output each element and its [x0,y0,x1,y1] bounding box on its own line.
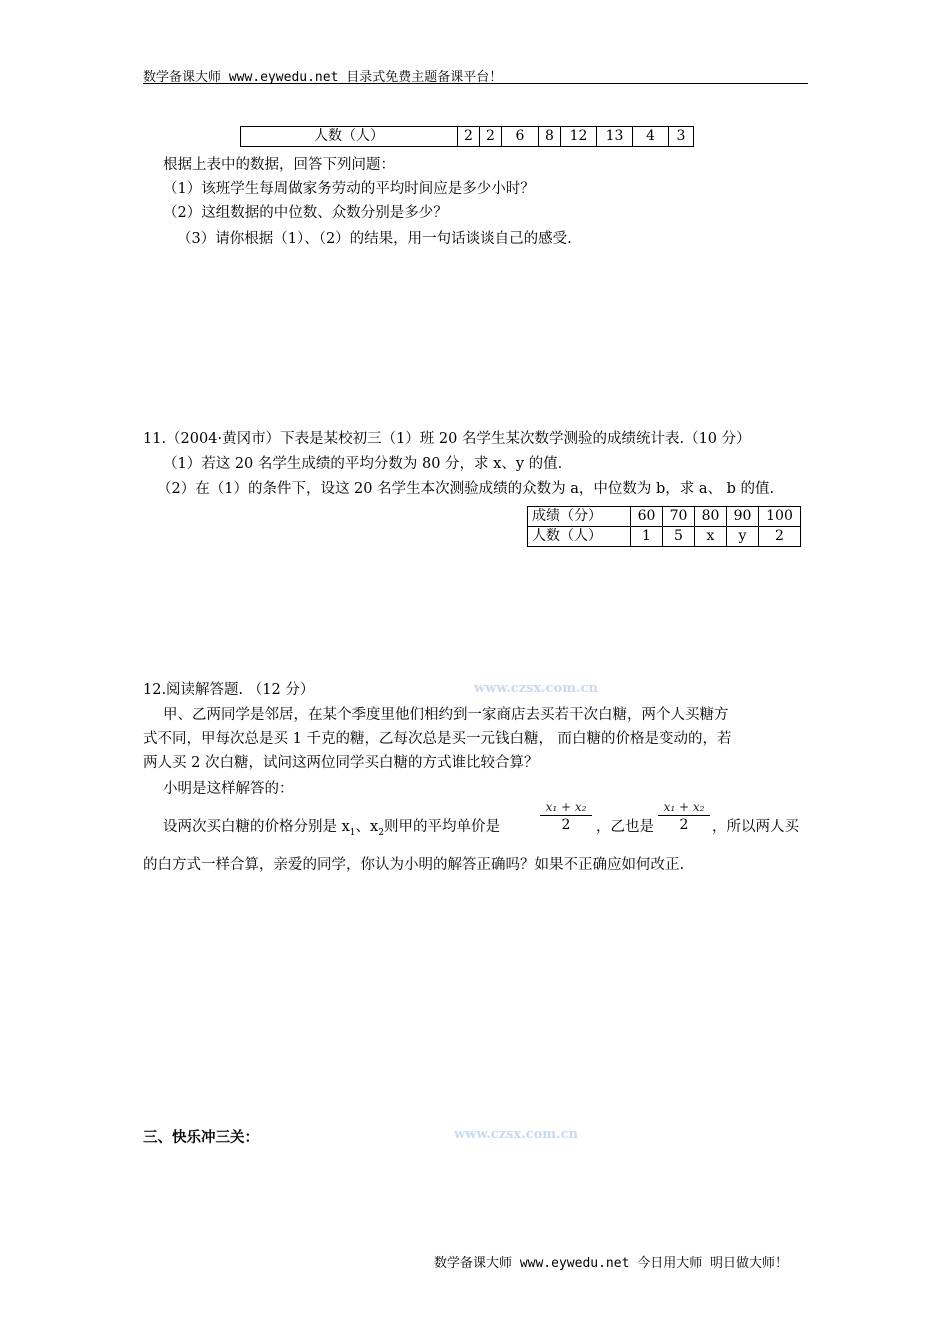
q12-line3: 两人买 2 次白糖，试问这两位同学买白糖的方式谁比较合算？ [143,755,539,771]
q12-line2: 式不同，甲每次总是买 1 千克的糖，乙每次总是买一元钱白糖， 而白糖的价格是变动的，若 [143,731,732,747]
table-hours-count [240,126,694,147]
table-row-label: 人数（人） [528,527,631,547]
section-title: 三、快乐冲三关： [143,1130,259,1146]
watermark-text: www.czsx.com.cn [454,1127,578,1142]
table-cell: 2 [759,527,801,547]
q12-solution-mid: ，乙也是 [596,819,654,835]
page-footer: 数学备课大师 www.eywedu.net 今日用大师 明日做大师！ [434,1256,789,1271]
q12-solution-start [163,815,500,838]
table-cell: 60 [631,507,663,527]
q11-part1: （1）若这 20 名学生成绩的平均分数为 80 分，求 x、y 的值. [163,456,563,472]
q11-title: 11.（2004·黄冈市）下表是某校初三（1）班 20 名学生某次数学测验的成绩统计表.（10 分） [143,431,751,447]
solution-text: 、x [355,819,379,835]
q12-line1: 甲、乙两同学是邻居，在某个季度里他们相约到一家商店去买若干次白糖，两个人买糖方 [163,707,729,723]
table-cell: 100 [759,507,801,527]
fraction-average-2 [658,800,710,833]
solution-text: 设两次买白糖的价格分别是 x [163,819,350,835]
q10-intro: 根据上表中的数据，回答下列问题： [163,157,395,173]
fraction-numerator: x₁ + x₂ [663,800,705,814]
subscript: 2 [378,827,384,838]
q12-title: 12.阅读解答题. （12 分） [143,682,315,698]
table-cell: 13 [597,127,633,147]
watermark-text: www.czsx.com.cn [474,681,598,696]
table-cell: 1 [631,527,663,547]
table-cell: x [695,527,727,547]
fraction-numerator: x₁ + x₂ [545,800,587,814]
table-cell: 5 [663,527,695,547]
table-row [528,527,801,547]
fraction-denominator: 2 [561,817,571,833]
q10-part1: （1）该班学生每周做家务劳动的平均时间应是多少小时？ [163,181,535,197]
table-cell: 3 [669,127,694,147]
table-row-label: 人数（人） [241,127,458,147]
table-cell: y [727,527,759,547]
q10-part2: （2）这组数据的中位数、众数分别是多少？ [163,205,448,221]
fraction-bar [540,815,592,816]
table-cell: 6 [502,127,539,147]
table-row [528,507,801,527]
q12-line4: 小明是这样解答的： [163,781,294,797]
q12-solution-end: ，所以两人买 [712,819,799,835]
table-cell: 90 [727,507,759,527]
table-cell: 2 [480,127,502,147]
table-scores [527,506,801,547]
q10-part3: （3）请你根据（1）、（2）的结果，用一句话谈谈自己的感受. [177,231,572,247]
table-cell: 70 [663,507,695,527]
table-cell: 8 [539,127,561,147]
fraction-denominator: 2 [679,817,689,833]
fraction-bar [658,815,710,816]
subscript: 1 [349,827,356,838]
table-cell: 4 [633,127,669,147]
fraction-average-1 [540,800,592,833]
solution-text: 则甲的平均单价是 [383,819,500,835]
table-row-label: 成绩（分） [528,507,631,527]
table-cell: 2 [458,127,480,147]
table-row [241,127,694,147]
table-cell: 80 [695,507,727,527]
header-rule [143,83,808,84]
page-header: 数学备课大师 www.eywedu.net 目录式免费主题备课平台！ [143,70,503,85]
q11-part2: （2）在（1）的条件下，设这 20 名学生本次测验成绩的众数为 a，中位数为 b，求 a、 b 的值. [157,481,775,497]
table-cell: 12 [561,127,597,147]
q12-line6: 的白方式一样合算，亲爱的同学，你认为小明的解答正确吗？如果不正确应如何改正. [143,857,685,873]
